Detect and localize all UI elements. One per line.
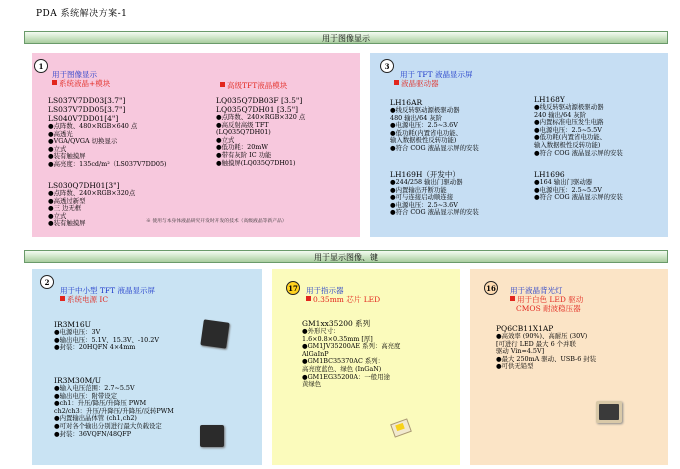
spec-item: 240 输出/64 灰阶 bbox=[534, 110, 587, 119]
panel-backlight-driver bbox=[470, 269, 668, 465]
panel-indicator-led bbox=[272, 269, 460, 465]
spec-item: ●立式 bbox=[216, 135, 235, 144]
spec-item: ●GM1JV35200AE 系列：高亮度 bbox=[302, 342, 401, 351]
model-name: IR3M16U bbox=[54, 320, 91, 329]
spec-item: AlGaInP bbox=[302, 349, 329, 358]
spec-item: ●高透过新型 bbox=[48, 196, 86, 205]
badge-2: 2 bbox=[40, 275, 54, 289]
red-square-icon bbox=[306, 296, 311, 301]
pq6cb11x1ap-block bbox=[496, 324, 596, 371]
panel1-left-block bbox=[48, 96, 167, 169]
spec-item: ●电源电压：2.5~5.5V bbox=[534, 125, 602, 134]
spec-item: ●高透光 bbox=[48, 129, 73, 138]
spec-item: ●电源电压：2.5~3.6V bbox=[390, 200, 458, 209]
ir3m30m-block bbox=[54, 376, 174, 438]
red-square-icon bbox=[60, 296, 65, 301]
spec-item: ●可对各个输出分别进行最大负载设定 bbox=[54, 421, 162, 430]
spec-item: ●244/258 输出门驱动器 bbox=[390, 178, 463, 186]
spec-item: ●高反射高级 TFT bbox=[216, 120, 269, 129]
spec-item: ●高亮度：135cd/m²（LS037V7DD05) bbox=[48, 159, 167, 168]
spec-item: ch2/ch3：升压/升降压/升降压/反转PWM bbox=[54, 406, 174, 415]
lh169h-block bbox=[390, 170, 479, 217]
spec-item: 高亮度蓝色、绿色 (InGaN) bbox=[302, 364, 382, 373]
spec-item: ●带有灰阶 IC 功能 bbox=[216, 150, 272, 159]
model-name: LH169H（开发中） bbox=[390, 170, 460, 179]
model-name: IR3M30M/U bbox=[54, 376, 102, 385]
spec-item: ●164 输出门驱动器 bbox=[534, 178, 593, 186]
spec-item: (LQ035Q7DH01) bbox=[216, 128, 271, 137]
spec-item: ●输入电压范围：2.7~5.5V bbox=[54, 384, 135, 392]
panel16-subheading-2: CMOS 耐波稳压器 bbox=[516, 304, 581, 313]
spec-item: ●低功耗(内置省电功能、 bbox=[534, 133, 606, 142]
spec-item: ●线反转驱动源极驱动器 bbox=[390, 106, 460, 114]
model-name: LS037V7DD05[3.7"] bbox=[48, 105, 126, 114]
section-bar-image-key-display: 用于显示图像、键 bbox=[24, 250, 668, 263]
badge-16: 16 bbox=[484, 281, 498, 295]
spec-item: ●可供无铅型 bbox=[496, 362, 534, 371]
lh16ar-block bbox=[390, 98, 479, 153]
ir3m16u-block bbox=[54, 320, 159, 352]
spec-item: ●内置输出开断功能 bbox=[390, 185, 447, 194]
spec-item: ●符合 COG 液晶显示屏的安装 bbox=[390, 208, 479, 217]
panel16-subheading: 用于白色 LED 驱动 bbox=[510, 295, 583, 304]
model-name: LQ035Q7DH01 [3.5"] bbox=[216, 105, 299, 114]
spec-item: ●符合 COG 液晶显示屏的安装 bbox=[534, 148, 623, 157]
spec-item: 输入数据极性反转功能) bbox=[534, 140, 601, 149]
spec-item: 480 输出/64 灰阶 bbox=[390, 113, 443, 122]
spec-item: 驱动 Vin=4.5V] bbox=[496, 347, 545, 356]
spec-item: ●内置输出晶体管 (ch1,ch2) bbox=[54, 414, 137, 423]
ic-chip-image bbox=[200, 425, 224, 447]
spec-item: ●VGA/QVGA 切换显示 bbox=[48, 137, 118, 146]
panel1-footnote: ※ 使用与本身体液晶研究开发时开发的技术（高级液晶等新产品） bbox=[146, 219, 287, 224]
chip-body bbox=[599, 404, 619, 420]
model-name: LS030Q7DH01[3"] bbox=[48, 181, 120, 190]
spec-item: ●最大 250mA 驱动、USB-6 封装 bbox=[496, 354, 597, 363]
panel1-right-block bbox=[216, 96, 305, 167]
panel3-heading: 用于 TFT 液晶显示屏 bbox=[400, 70, 473, 79]
spec-item: ●电源电压：2.5~3.6V bbox=[390, 121, 458, 130]
panel1-left2-block bbox=[48, 181, 135, 228]
panel-tft-driver bbox=[370, 53, 668, 237]
panel3-subheading: 液晶驱动器 bbox=[394, 79, 439, 88]
spec-item: ●可与连接启动顺连接 bbox=[390, 193, 454, 202]
spec-item: 1.6×0.8×0.35mm [厚] bbox=[302, 334, 373, 343]
spec-item: 黄绿色 bbox=[302, 380, 322, 389]
spec-item: ●三 边无框 bbox=[48, 204, 82, 213]
panel-image-display bbox=[32, 53, 360, 237]
spec-item: ●低功耗(内置省电功能、 bbox=[390, 128, 462, 137]
red-square-icon bbox=[220, 82, 225, 87]
badge-1: 1 bbox=[34, 59, 48, 73]
spec-item: ●立式 bbox=[48, 144, 67, 153]
spec-item: ●输出电压：附带设定 bbox=[54, 391, 118, 400]
red-square-icon bbox=[510, 296, 515, 301]
badge-17: 17 bbox=[286, 281, 300, 295]
spec-item: ●低功耗：20mW bbox=[216, 143, 268, 152]
gm1xx35200-block bbox=[302, 319, 400, 389]
panel1-subheading-left: 系统液晶+模块 bbox=[52, 79, 110, 88]
spec-item: ●封装：36VQFN/48QFP bbox=[54, 429, 132, 438]
spec-item: ●输出电压：5.1V、15.3V、-10.2V bbox=[54, 335, 159, 344]
spec-item: ●GM1BC35370AC 系列： bbox=[302, 357, 385, 366]
model-name: PQ6CB11X1AP bbox=[496, 324, 554, 333]
panel2-heading: 用于中小型 TFT 液晶显示屏 bbox=[60, 286, 155, 295]
red-square-icon bbox=[52, 80, 57, 85]
spec-item: ●点阵数、480×RGB×640 点 bbox=[48, 122, 138, 130]
panel17-heading: 用于指示器 bbox=[306, 286, 344, 295]
model-name: LH1696 bbox=[534, 170, 565, 179]
spec-item: ●符合 COG 液晶显示屏的安装 bbox=[534, 193, 623, 202]
panel17-subheading: 0.35mm 芯片 LED bbox=[306, 295, 380, 304]
spec-item: ●ch1：升压/降压/升降压 PWM bbox=[54, 399, 147, 408]
ic-chip-image bbox=[596, 401, 622, 423]
spec-item: ●GM1EG35200A：一般用途 bbox=[302, 372, 390, 381]
lh168y-block bbox=[534, 95, 623, 157]
red-square-icon bbox=[394, 80, 399, 85]
spec-item: ●装有触摸屏 bbox=[48, 219, 86, 228]
badge-3: 3 bbox=[380, 59, 394, 73]
model-name: LH16AR bbox=[390, 98, 423, 107]
model-name: GM1xx35200 系列 bbox=[302, 319, 371, 328]
model-name: LS040V7DD01[4"] bbox=[48, 114, 119, 123]
spec-item: ●立式 bbox=[48, 211, 67, 220]
spec-item: ●触摸屏(LQ035Q7DH01) bbox=[216, 158, 296, 167]
spec-item: ●装有触摸屏 bbox=[48, 152, 86, 161]
section-bar-image-display: 用于图像显示 bbox=[24, 31, 668, 44]
spec-item: ●符合 COG 液晶显示屏的安装 bbox=[390, 143, 479, 152]
spec-item: ●点阵数、240×RGB×320点 bbox=[48, 189, 136, 197]
lh1696-block bbox=[534, 170, 623, 202]
spec-item: ●点阵数、240×RGB×320 点 bbox=[216, 113, 306, 121]
spec-item: ●封装：20HQFN 4×4mm bbox=[54, 343, 136, 352]
spec-item: ●电源电压：3V bbox=[54, 328, 101, 336]
model-name: LH168Y bbox=[534, 95, 565, 104]
panel1-subheading-right: 高级TFT液晶模块 bbox=[220, 81, 287, 90]
page-title: PDA 系统解决方案-1 bbox=[36, 9, 128, 19]
panel-power-ic bbox=[32, 269, 262, 465]
spec-item: ●高效率 (90%)、高耐压 (30V) bbox=[496, 332, 588, 340]
model-name: LQ035Q7DB03F [3.5"] bbox=[216, 96, 303, 105]
panel2-subheading: 系统电源 IC bbox=[60, 295, 108, 304]
spec-item: [可进行 LED 最大 6 个并联 bbox=[496, 339, 576, 348]
model-name: LS037V7DD03[3.7"] bbox=[48, 96, 126, 105]
panel1-heading: 用于图像显示 bbox=[52, 70, 97, 79]
spec-item: ●外形尺寸： bbox=[302, 327, 340, 335]
spec-item: 输入数据极性反转功能) bbox=[390, 136, 457, 145]
ic-chip-image bbox=[200, 319, 229, 348]
spec-item: ●线反转驱动源极驱动器 bbox=[534, 103, 604, 111]
spec-item: ●内置标准电压发生电路 bbox=[534, 118, 604, 127]
spec-item: ●电源电压：2.5~5.5V bbox=[534, 185, 602, 194]
panel16-heading: 用于液晶背光灯 bbox=[510, 286, 563, 295]
